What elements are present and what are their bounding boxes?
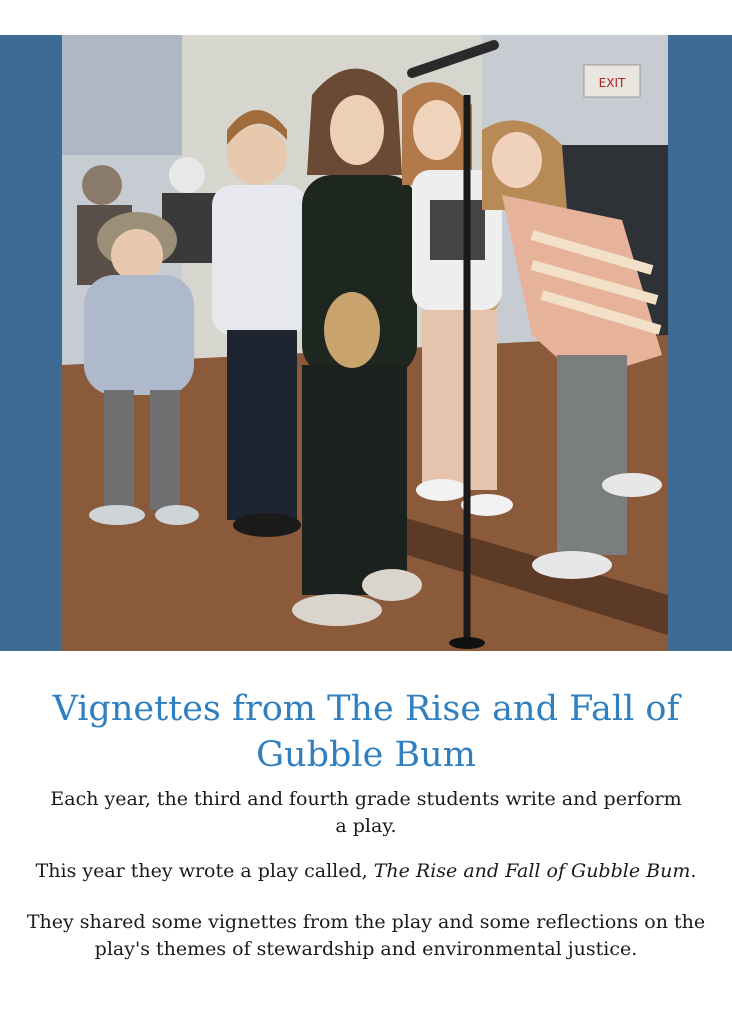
- child-face: [492, 132, 542, 188]
- legs: [422, 310, 497, 490]
- paragraph-play-name: [16, 858, 716, 885]
- shoe: [602, 473, 662, 497]
- pants: [104, 390, 134, 510]
- pants: [150, 390, 180, 510]
- shoe: [416, 479, 468, 501]
- article-title: Vignettes from The Rise and Fall of Gubble Bum: [52, 689, 680, 775]
- paragraph-play-suffix: .: [690, 860, 697, 882]
- white-tshirt: [212, 185, 307, 335]
- audience-member: [82, 165, 122, 205]
- shoe: [155, 505, 199, 525]
- paragraph-play-prefix: This year they wrote a play called,: [35, 860, 374, 882]
- child-face: [330, 95, 384, 165]
- window-area: [62, 35, 182, 155]
- audience-member: [169, 157, 205, 193]
- grey-hoodie: [84, 275, 194, 395]
- shoe: [89, 505, 145, 525]
- mic-stand-base: [449, 637, 485, 649]
- shoe: [532, 551, 612, 579]
- black-pants: [302, 365, 407, 595]
- child-face: [413, 100, 461, 160]
- sparkly-shoe: [362, 569, 422, 601]
- paragraph-themes: They shared some vignettes from the play and some reflections on the play's themes of stewardship and environmental justice.: [26, 911, 706, 960]
- glove: [324, 292, 380, 368]
- shoe: [233, 513, 301, 537]
- student-performance-photo: [62, 35, 668, 651]
- photo-frame-band: [0, 35, 732, 651]
- grey-pants: [557, 355, 627, 555]
- child-face: [111, 229, 163, 281]
- dark-pants: [227, 330, 297, 520]
- exit-sign-text: EXIT: [598, 76, 626, 90]
- paragraph-intro: Each year, the third and fourth grade students write and perform a play.: [50, 788, 682, 837]
- sparkly-shoe: [292, 594, 382, 626]
- photo-illustration: [62, 35, 668, 651]
- article-text: [0, 686, 732, 963]
- play-title-italic: The Rise and Fall of Gubble Bum: [373, 860, 691, 882]
- tshirt-graphic: [430, 200, 485, 260]
